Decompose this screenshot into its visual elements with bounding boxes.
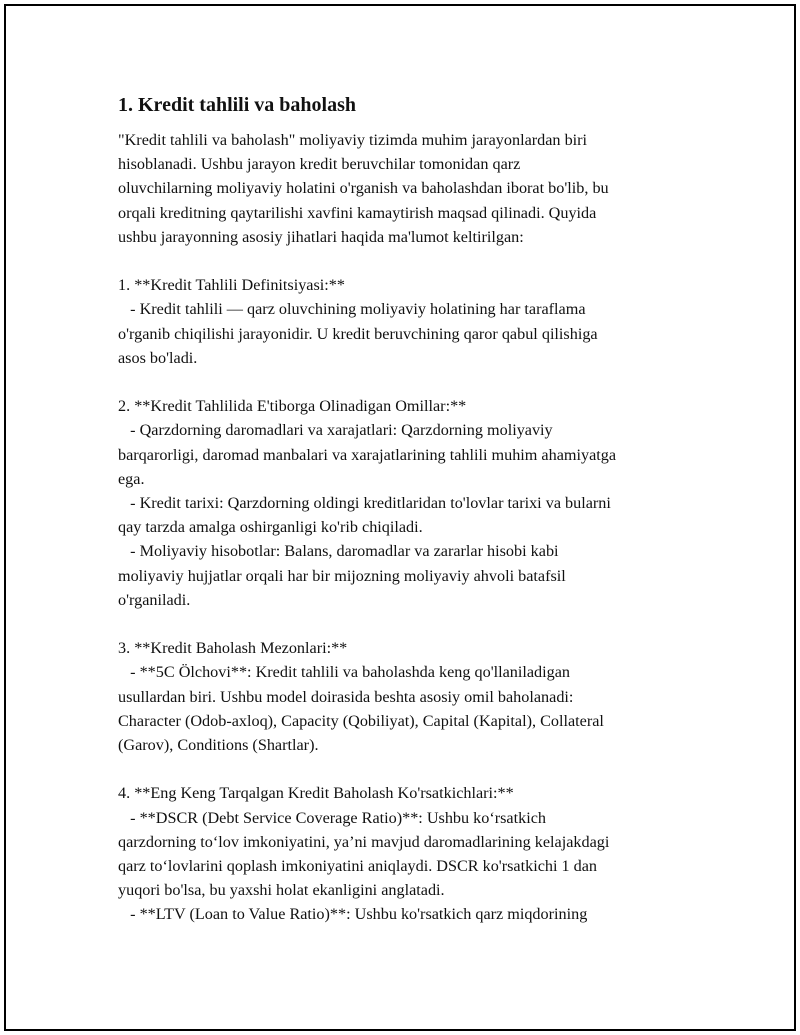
- text-line: [118, 249, 688, 273]
- text-line: qarzdorning to‘lov imkoniyatini, ya’ni mavjud daromadlarining kelajakdagi: [118, 832, 610, 851]
- text-line: [118, 370, 688, 394]
- text-line: (Garov), Conditions (Shartlar).: [118, 736, 319, 755]
- document-title: 1. Kredit tahlili va baholash: [118, 94, 357, 116]
- text-line: - Moliyaviy hisobotlar: Balans, daromadlar va zararlar hisobi kabi: [118, 542, 559, 561]
- text-line: usullardan biri. Ushbu model doirasida beshta asosiy omil baholanadi:: [118, 687, 574, 706]
- text-line: qarz to‘lovlarini qoplash imkoniyatini aniqlaydi. DSCR ko'rsatkichi 1 dan: [118, 857, 598, 876]
- text-line: "Kredit tahlili va baholash" moliyaviy tizimda muhim jarayonlardan biri: [118, 131, 588, 149]
- text-line: o'rganiladi.: [118, 590, 191, 609]
- text-line: o'rganib chiqilishi jarayonidir. U kredit beruvchining qaror qabul qilishiga: [118, 324, 598, 343]
- text-line: 4. **Eng Keng Tarqalgan Kredit Baholash Ko'rsatkichlari:**: [118, 784, 514, 803]
- text-line: orqali kreditning qaytarilishi xavfini kamaytirish maqsad qilinadi. Quyida: [118, 203, 597, 222]
- text-line: - **LTV (Loan to Value Ratio)**: Ushbu ko'rsatkich qarz miqdorining: [118, 905, 588, 924]
- document-body: [118, 92, 688, 927]
- text-line: 3. **Kredit Baholash Mezonlari:**: [118, 639, 348, 658]
- text-line: ushbu jarayonning asosiy jihatlari haqida ma'lumot keltirilgan:: [118, 227, 524, 246]
- text-line: yuqori bo'lsa, bu yaxshi holat ekanligini anglatadi.: [118, 881, 445, 900]
- text-line: moliyaviy hujjatlar orqali har bir mijozning moliyaviy ahvoli batafsil: [118, 566, 566, 585]
- text-line: [118, 757, 688, 781]
- text-line: Character (Odob-axloq), Capacity (Qobiliyat), Capital (Kapital), Collateral: [118, 711, 604, 730]
- text-line: - Kredit tahlili — qarz oluvchining moliyaviy holatining har taraflama: [118, 300, 586, 319]
- text-line: 2. **Kredit Tahlilida E'tiborga Olinadigan Omillar:**: [118, 397, 467, 416]
- text-line: asos bo'ladi.: [118, 348, 198, 367]
- document-text: [118, 128, 688, 927]
- text-line: oluvchilarning moliyaviy holatini o'rganish va baholashdan iborat bo'lib, bu: [118, 179, 609, 198]
- text-line: - Kredit tarixi: Qarzdorning oldingi kreditlaridan to'lovlar tarixi va bularni: [118, 494, 611, 513]
- text-line: barqarorligi, daromad manbalari va xarajatlarining tahlili muhim ahamiyatga: [118, 445, 617, 464]
- text-line: ega.: [118, 469, 145, 488]
- text-line: hisoblanadi. Ushbu jarayon kredit beruvchilar tomonidan qarz: [118, 155, 521, 174]
- text-line: - **DSCR (Debt Service Coverage Ratio)**: Ushbu ko‘rsatkich: [118, 808, 546, 827]
- text-line: - Qarzdorning daromadlari va xarajatlari: Qarzdorning moliyaviy: [118, 421, 553, 440]
- text-line: qay tarzda amalga oshirganligi ko'rib chiqiladi.: [118, 518, 423, 537]
- text-line: 1. **Kredit Tahlili Definitsiyasi:**: [118, 276, 345, 295]
- text-line: - **5C Ölchovi**: Kredit tahlili va baholashda keng qo'llaniladigan: [118, 663, 571, 682]
- text-line: [118, 612, 688, 636]
